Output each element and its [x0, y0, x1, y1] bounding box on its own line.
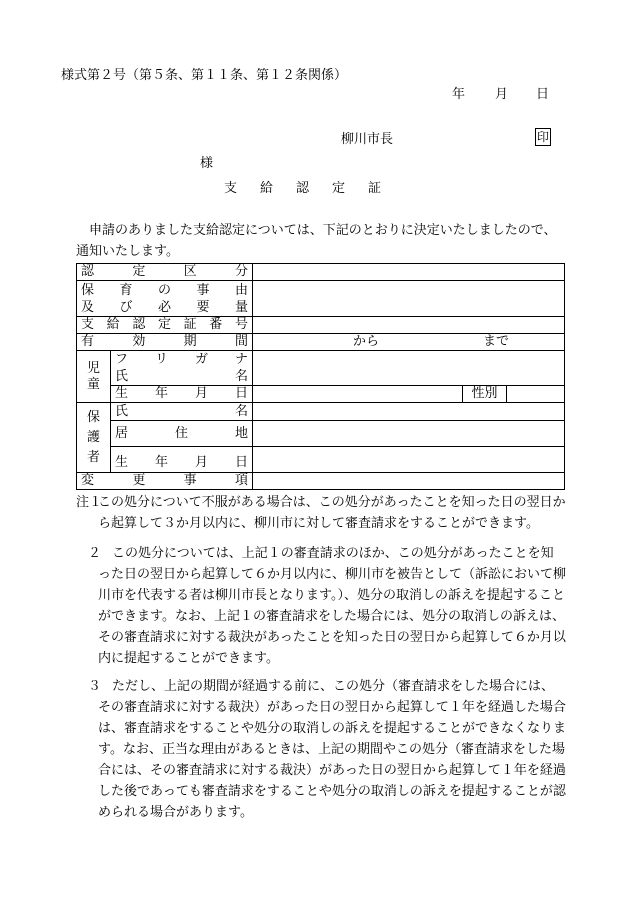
label-jido-seinengappi: 生 年 月 日	[115, 386, 248, 401]
form-number: 様式第２号（第５条、第１１条、第１２条関係）	[61, 68, 348, 83]
label-jido: 児 童	[77, 351, 111, 403]
row-nintei-kubun	[77, 264, 565, 281]
value-jido-shimei	[253, 351, 565, 386]
label-seibetsu: 性別	[463, 386, 507, 403]
row-jido-seinengappi	[77, 386, 565, 403]
row-hogosha-seinengappi	[77, 447, 565, 473]
label-hogosha-seinengappi: 生 年 月 日	[115, 455, 248, 470]
note-1	[76, 492, 566, 534]
label-furigana: フ リ ガ ナ	[115, 352, 248, 367]
value-jido-seinengappi	[253, 386, 463, 403]
label-hoiku-jiyu: 保 育 の 事 由	[81, 282, 248, 298]
issuer-mayor: 柳川市長	[341, 132, 394, 147]
note-2-number: ２	[88, 546, 102, 561]
value-hoiku-jiyu	[253, 281, 565, 317]
row-kyojuchi	[77, 421, 565, 447]
seal-stamp: 印	[536, 130, 549, 144]
year-label: 年	[452, 87, 466, 102]
label-hitsuyo-ryo: 及 び 必 要 量	[81, 299, 248, 315]
label-henko-jiko: 変 更 事 項	[81, 473, 248, 488]
row-henko-jiko	[77, 473, 565, 490]
kara-label: から	[353, 334, 380, 349]
value-yuko-kikan	[253, 334, 565, 351]
row-hoiku-jiyu	[77, 281, 565, 317]
note-3	[76, 676, 566, 823]
certification-table	[76, 263, 565, 490]
note-3-text: ただし、上記の期間が経過する前に、この処分（審査請求をした場合には、その審査請求に対する裁決）があった日の翌日から起算して１年を経過した場合は、審査請求をすることや処分の取消しの訴えを提起することができなくなります。なお、正当な理由があるときは、上記の期間やこの処分（審査請求をした場合には、その審査請求に対する裁決）があった日の翌日から起算して１年を経過した後であっても審査請求をすることや処分の取消しの訴えを提起することが認められる場合があります。	[98, 679, 567, 820]
value-seibetsu	[507, 386, 565, 403]
note-2	[76, 543, 566, 669]
value-kyojuchi	[253, 421, 565, 447]
made-label: まで	[483, 334, 510, 349]
month-label: 月	[495, 87, 509, 102]
value-shokyu-bango	[253, 317, 565, 334]
intro-paragraph: 申請のありました支給認定については、下記のとおりに決定いたしましたので、通知いたします。	[76, 223, 557, 259]
row-yuko-kikan	[77, 334, 565, 351]
label-hogosha-shimei: 氏 名	[115, 403, 248, 419]
row-hogosha-shimei	[77, 403, 565, 421]
row-shokyu-bango	[77, 317, 565, 334]
value-nintei-kubun	[253, 264, 565, 281]
note-1-number: 注１	[76, 495, 103, 510]
day-label: 日	[536, 87, 550, 102]
label-yuko-kikan: 有 効 期 間	[81, 334, 248, 349]
label-jido-shimei: 氏 名	[115, 369, 248, 384]
label-kyojuchi: 居 住 地	[115, 425, 248, 441]
value-henko-jiko	[253, 473, 565, 490]
date-line	[452, 83, 549, 102]
addressee-sama: 様	[200, 156, 214, 171]
note-3-number: ３	[88, 679, 102, 694]
document-title: 支 給 認 定 証	[224, 181, 387, 196]
label-shokyu-bango: 支 給 認 定 証 番 号	[81, 317, 248, 332]
row-jido-furigana	[77, 351, 565, 386]
label-hogosha: 保 護 者	[77, 403, 111, 473]
value-hogosha-seinengappi	[253, 447, 565, 473]
note-1-text: この処分について不服がある場合は、この処分があったことを知った日の翌日から起算して３か月以内に、柳川市に対して審査請求をすることができます。	[98, 495, 566, 531]
value-hogosha-shimei	[253, 403, 565, 421]
label-nintei-kubun: 認 定 区 分	[81, 264, 248, 279]
note-2-text: この処分については、上記１の審査請求のほか、この処分があったことを知った日の翌日から起算して６か月以内に、柳川市を被告として（訴訟において柳川市を代表する者は柳川市長となります。）、処分の取消しの訴えを提起することができます。なお、上記１の審査請求をした場合には、処分の取消しの訴えは、その審査請求に対する裁決があったことを知った日の翌日から起算して６か月以内に提起することができます。	[98, 546, 567, 666]
